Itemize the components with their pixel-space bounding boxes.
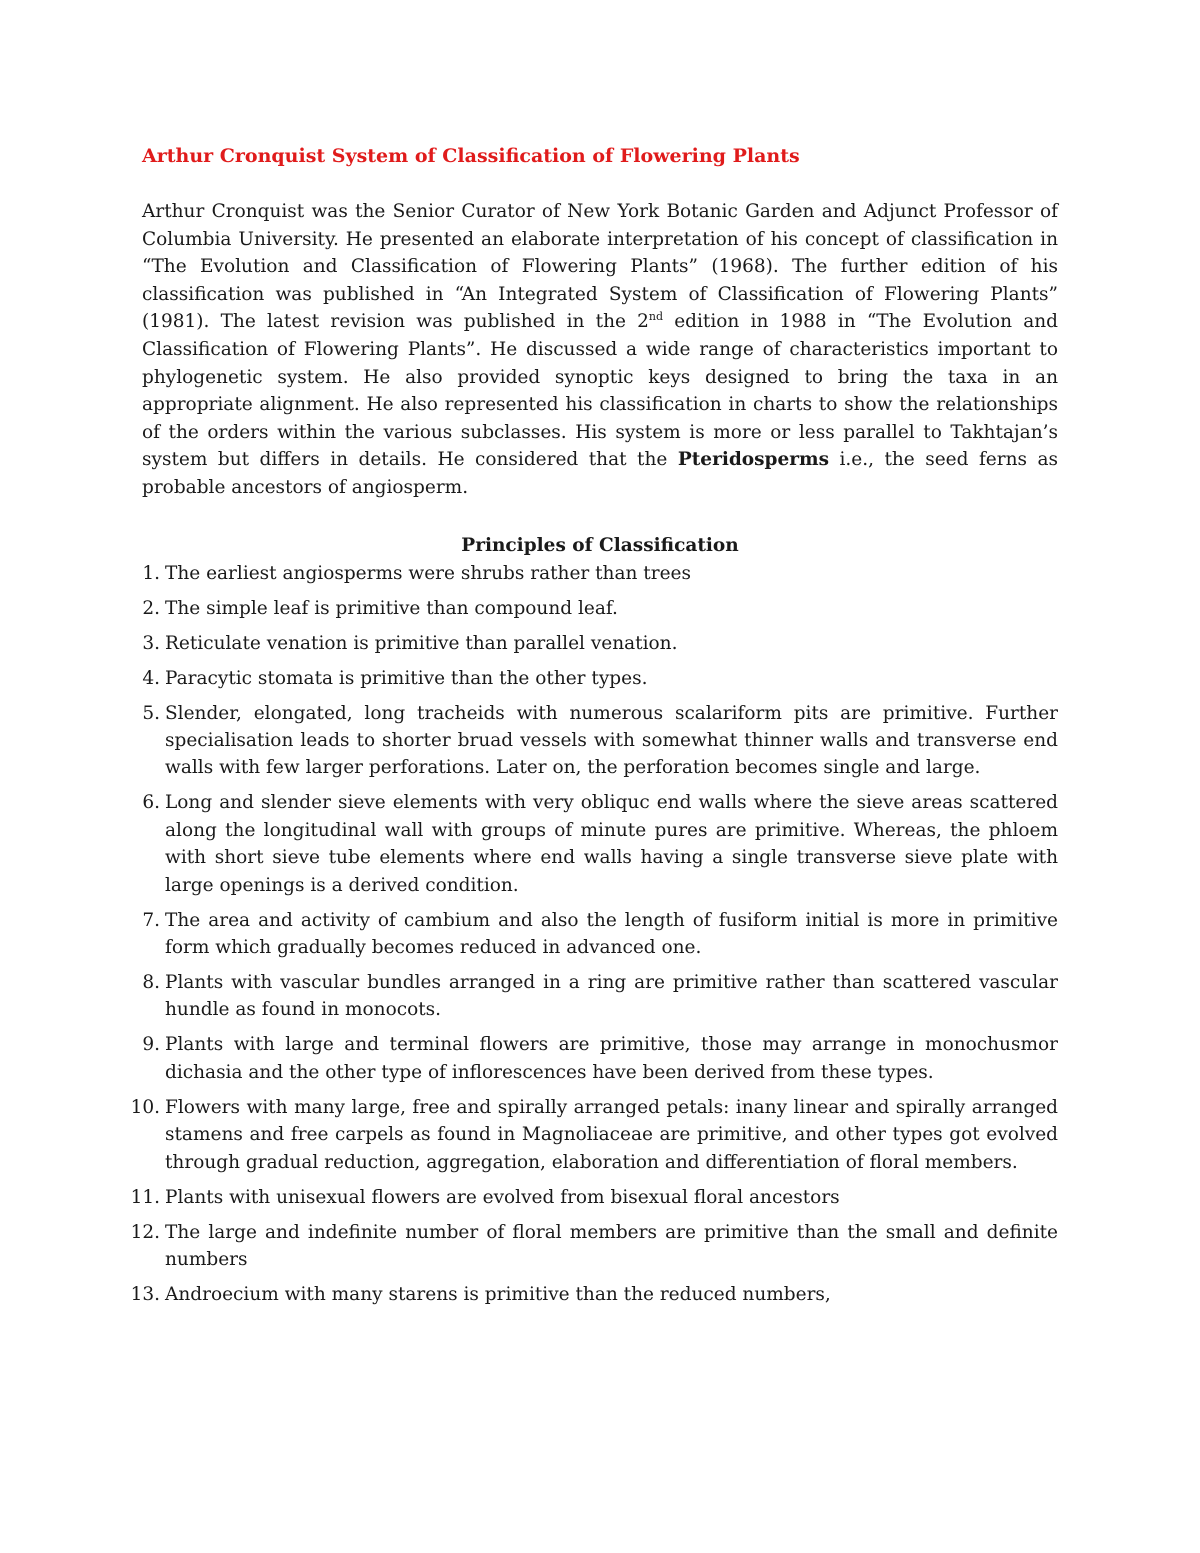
- list-item: [142, 665, 1058, 692]
- list-item: [130, 1094, 1058, 1176]
- list-item-text: The area and activity of cambium and also the length of fusiform initial is more in primitive form which gradually becomes reduced in advanced one.: [165, 909, 1058, 958]
- list-item-text: Paracytic stomata is primitive than the other types.: [165, 667, 648, 689]
- list-item-number: 5.: [142, 702, 160, 724]
- list-item-number: 13.: [130, 1284, 160, 1305]
- list-item: [142, 630, 1058, 657]
- list-item-text: Long and slender sieve elements with very obliquc end walls where the sieve areas scattered along the longitudinal wall with groups of minute pures are primitive. Whereas, the phloem with short sieve tube elements where end walls having a single transverse sieve plate with large openings is a derived condition.: [165, 792, 1058, 896]
- list-item-number: 11.: [130, 1186, 160, 1208]
- intro-paragraph: [142, 198, 1058, 502]
- list-item-number: 9.: [142, 1034, 160, 1056]
- list-item-number: 7.: [142, 909, 160, 931]
- list-item: [142, 595, 1058, 622]
- list-item-number: 1.: [142, 562, 160, 584]
- list-item: [130, 1184, 1058, 1211]
- list-item-number: 3.: [142, 632, 160, 654]
- list-item-text: Plants with large and terminal flowers are primitive, those may arrange in monochusmor dichasia and the other type of inflorescences have been derived from these types.: [165, 1034, 1058, 1083]
- list-item: [142, 1031, 1058, 1086]
- list-item-text: Slender, elongated, long tracheids with numerous scalariform pits are primitive. Further specialisation leads to shorter bruad vessels with somewhat thinner walls and transverse end walls with few larger perforations. Later on, the perforation becomes single and large.: [165, 702, 1058, 779]
- list-item-number: 2.: [142, 597, 160, 619]
- list-item-number: 10.: [130, 1096, 160, 1118]
- principles-heading: Principles of Classification: [461, 534, 739, 556]
- list-item-number: 8.: [142, 971, 160, 993]
- list-item-text: Androecium with many starens is primitive than the reduced numbers,: [165, 1284, 831, 1305]
- intro-text-part2: edition in 1988 in “The Evolution and Classification of Flowering Plants”. He discussed a wide range of characteristics important to phylogenetic system. He also provided synoptic keys designed to bring the taxa in an appropriate alignment. He also represented his classification in charts to show the relationships of the orders within the various subclasses. His system is more or less parallel to Takhtajan’s system but differs in details. He considered that the: [142, 311, 1058, 471]
- intro-superscript: nd: [648, 310, 664, 324]
- list-item: [142, 907, 1058, 962]
- list-item-text: Reticulate venation is primitive than parallel venation.: [165, 632, 678, 654]
- document-title: Arthur Cronquist System of Classification of Flowering Plants: [142, 145, 800, 167]
- list-item-text: Plants with unisexual flowers are evolved from bisexual floral ancestors: [165, 1186, 840, 1208]
- list-item-text: The simple leaf is primitive than compound leaf.: [165, 597, 618, 619]
- list-item: [142, 789, 1058, 899]
- intro-text-part1: Arthur Cronquist was the Senior Curator of New York Botanic Garden and Adjunct Professor of Columbia University. He presented an elaborate interpretation of his concept of classification in “The Evolution and Classification of Flowering Plants” (1968). The further edition of his classification was published in “An Integrated System of Classification of Flowering Plants” (1981). The latest revision was published in the 2: [142, 201, 1058, 333]
- intro-text-part3: i.e., the seed ferns as probable ancestors of angiosperm.: [142, 449, 1059, 498]
- principles-list: [130, 560, 1058, 1309]
- list-item-number: 12.: [130, 1221, 160, 1243]
- list-item-text: The earliest angiosperms were shrubs rather than trees: [165, 562, 691, 584]
- list-item-text: The large and indefinite number of floral members are primitive than the small and definite numbers: [165, 1221, 1058, 1270]
- list-item: [130, 1219, 1058, 1274]
- list-item: [142, 560, 1058, 587]
- list-item: [142, 700, 1058, 782]
- intro-bold-term: Pteridosperms: [677, 449, 829, 471]
- document-page: [130, 142, 1059, 1316]
- list-item: [130, 1281, 1058, 1308]
- list-item-text: Plants with vascular bundles arranged in a ring are primitive rather than scattered vascular hundle as found in monocots.: [165, 971, 1058, 1021]
- list-item-text: Flowers with many large, free and spirally arranged petals: inany linear and spirally arranged stamens and free carpels as found in Magnoliaceae are primitive, and other types got evolved through gradual reduction, aggregation, elaboration and differentiation of floral members.: [165, 1096, 1058, 1173]
- list-item-number: 6.: [142, 792, 160, 814]
- list-item-number: 4.: [142, 667, 160, 689]
- list-item: [142, 969, 1058, 1024]
